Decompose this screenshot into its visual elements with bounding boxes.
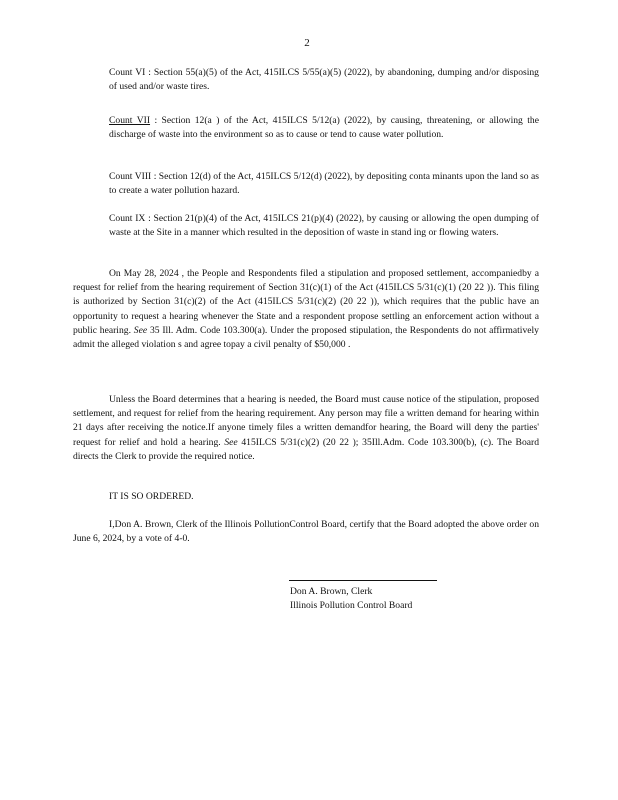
count-vii-label: Count VII [109, 115, 151, 126]
count-vi-text: : Section 55(a)(5) of the Act, 415ILCS 5/55(a)(5) (2022), by abandoning, dumping and/or disposing of used and/or waste tires. [109, 67, 539, 93]
count-ix-text: : Section 21(p)(4) of the Act, 415ILCS 21(p)(4) (2022), by causing or allowing the open dumping of waste at the Site in a manner which resulted in the deposition of waste in stand ing or flowing waters. [109, 213, 539, 239]
signature-block [290, 585, 412, 613]
stipulation-paragraph [73, 267, 539, 352]
count-ix-label: Count IX [109, 213, 146, 224]
so-ordered: IT IS SO ORDERED. [109, 491, 194, 502]
count-viii-label: Count VIII [109, 171, 152, 182]
clerk-name: Don A. Brown, Clerk [290, 586, 373, 597]
board-name: Illinois Pollution Control Board [290, 600, 413, 611]
stipulation-text-1: On May 28, 2024 , the People and Respondents filed a stipulation and proposed settlement, accompaniedby a request for relief from the hearing requirement of Section 31(c)(1) of the Act (415ILCS 5/31(c)(1) (20 22 )). This filing is authorized by Section 31(c)(2) of the Act (415ILCS 5/31(c)(2) (20 22 )), which requires that the public have an opportunity to request a hearing whenever the State and a respondent propose settling an enforcement action without a public hearing. [73, 268, 539, 336]
page-number: 2 [304, 37, 310, 49]
count-vii-text: : Section 12(a ) of the Act, 415ILCS 5/12(a) (2022), by causing, threatening, or allowing the discharge of waste into the environment so as to cause or tend to cause water pollution. [109, 115, 539, 141]
clerk-certification: I,Don A. Brown, Clerk of the Illinois PollutionControl Board, certify that the Board adopted the above order on June 6, 2024, by a vote of 4-0. [73, 519, 539, 545]
see-citation: See [224, 436, 238, 448]
count-vii-paragraph [109, 114, 539, 142]
notice-text-2: 415ILCS 5/31(c)(2) (20 22 ); 35Ill.Adm. Code 103.300(b), (c). The Board directs the Clerk to provide the required notice. [73, 436, 539, 462]
signature-line [289, 580, 437, 581]
count-viii-text: : Section 12(d) of the Act, 415ILCS 5/12(d) (2022), by depositing conta minants upon the land so as to create a water pollution hazard. [109, 171, 539, 197]
count-vi-paragraph [109, 66, 539, 94]
count-viii-paragraph [109, 170, 539, 198]
stipulation-text-2: 35 Ill. Adm. Code 103.300(a). Under the proposed stipulation, the Respondents do not affirmatively admit the alleged violation s and agree topay a civil penalty of $50,000 . [73, 324, 539, 351]
count-vi-label: Count VI [109, 67, 146, 78]
count-ix-paragraph [109, 212, 539, 240]
notice-paragraph [73, 393, 539, 464]
notice-text-1: Unless the Board determines that a hearing is needed, the Board must cause notice of the stipulation, proposed settlement, and request for relief from the hearing requirement. Any person may file a written demand for hearing within 21 days after receiving the notice.If anyone timely files a written demandfor hearing, the Board will deny the parties' request for relief and hold a hearing. [73, 394, 539, 448]
see-citation: See [133, 324, 148, 336]
